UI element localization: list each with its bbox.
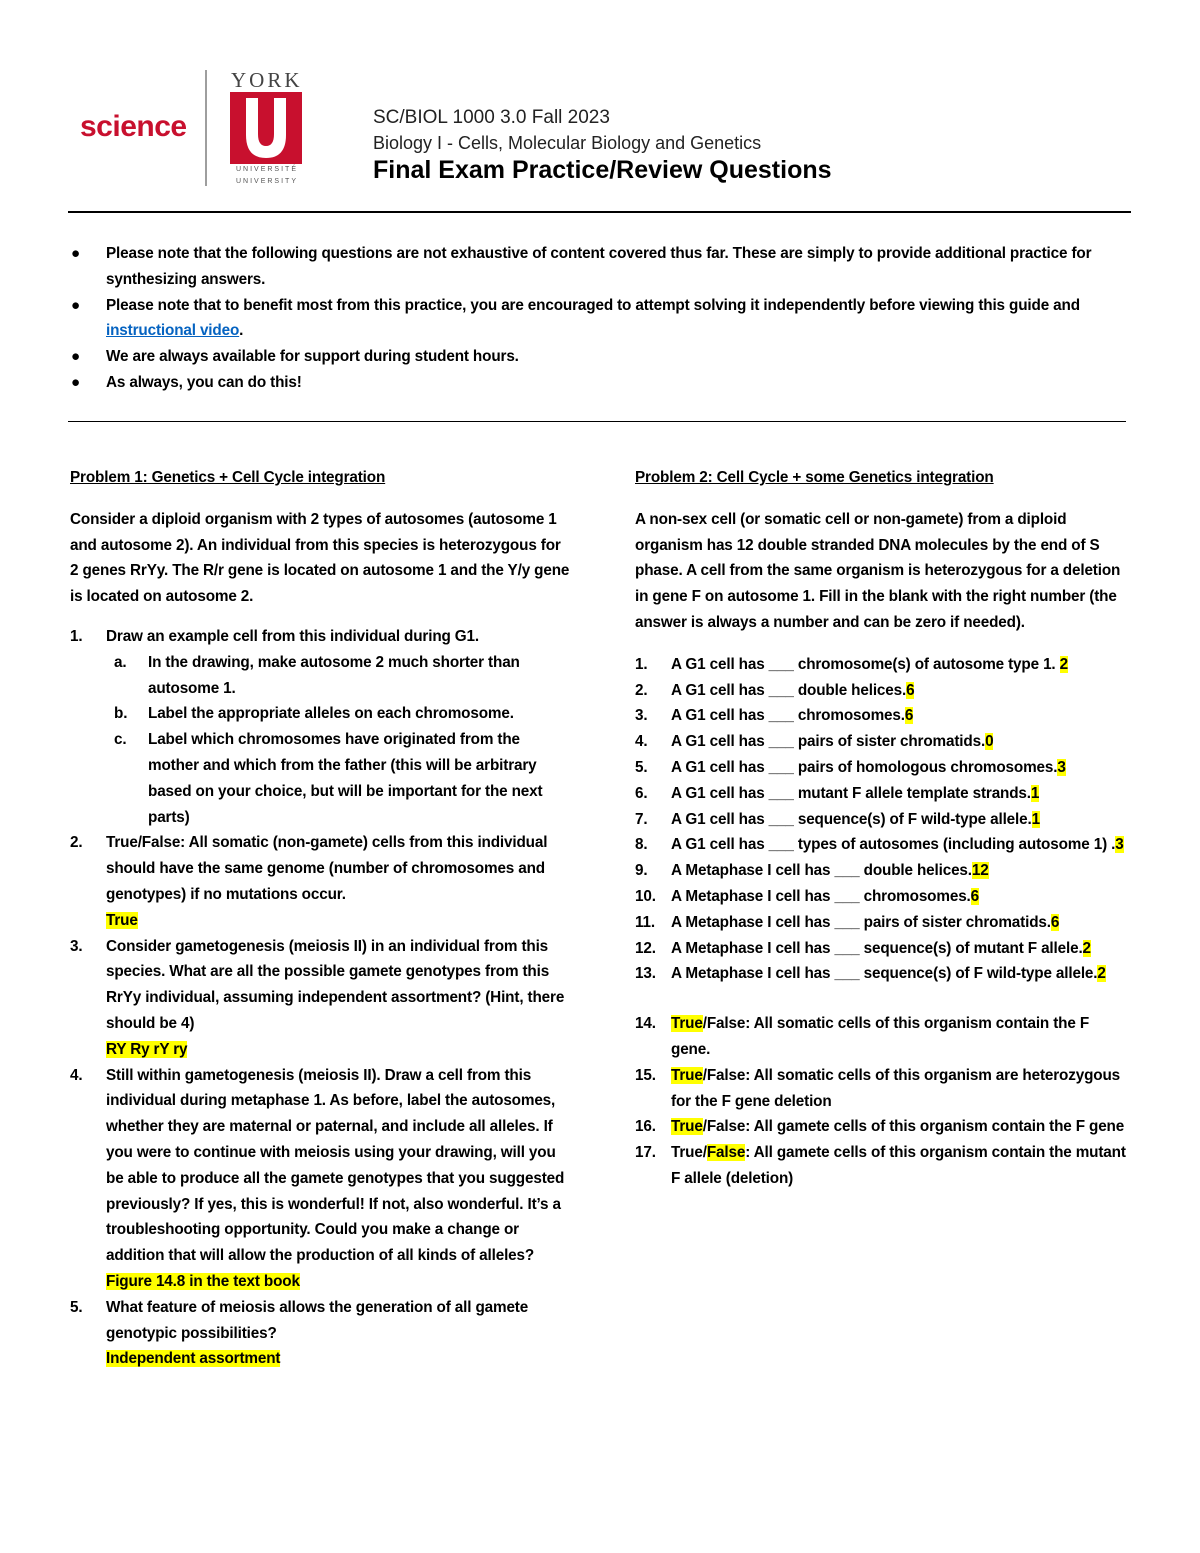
question-item [635, 936, 1130, 962]
note-item: ● We are always available for support during student hours. [68, 344, 1133, 370]
problem-2-true-false [635, 1011, 1130, 1192]
question-number: 9. [635, 862, 648, 880]
question-text: A G1 cell has ___ chromosomes. [671, 707, 905, 725]
answer-highlight: 6 [906, 681, 915, 699]
bullet-dot-icon: ● [71, 245, 81, 262]
question-number: 1. [635, 655, 648, 673]
answer-highlight: True [106, 911, 138, 929]
subpart-item: b. Label the appropriate alleles on each chromosome. [114, 705, 514, 723]
question-number: 6. [635, 784, 648, 802]
question-item [635, 832, 1130, 858]
answer-highlight: Independent assortment [106, 1350, 281, 1368]
problem-2-column [635, 465, 1130, 1192]
question-number: 12. [635, 939, 656, 957]
question-1-subparts [106, 650, 570, 831]
question-text: A Metaphase I cell has ___ double helices. [671, 862, 972, 880]
answer-highlight: RY Ry rY ry [106, 1040, 188, 1058]
problem-1-intro: Consider a diploid organism with 2 types of autosomes (autosome 1 and autosome 2). An individual from this species is heterozygous for 2 genes RrYy. The R/r gene is located on autosome 1 and the Y/y gene is located on autosome 2. [70, 510, 570, 606]
question-item: 5. What feature of meiosis allows the generation of all gamete genotypic possibilities? Independent assortment [70, 1298, 529, 1368]
question-number: 15. [635, 1066, 656, 1084]
question-number: 16. [635, 1118, 656, 1136]
question-item [635, 858, 1130, 884]
answer-highlight: 1 [1030, 784, 1040, 802]
question-number: 2. [635, 681, 648, 699]
problem-2-questions [635, 652, 1130, 987]
answer-highlight: 6 [904, 707, 914, 725]
question-item [635, 703, 1130, 729]
question-number: 17. [635, 1144, 656, 1162]
question-text: : All gamete cells of this organism contain the F gene [745, 1118, 1125, 1136]
question-number: 8. [635, 836, 648, 854]
answer-highlight: Figure 14.8 in the text book [106, 1272, 300, 1290]
answer-highlight: 0 [985, 733, 994, 751]
answer-highlight: True [671, 1118, 703, 1136]
question-item [635, 1011, 1130, 1063]
question-item [635, 1114, 1130, 1140]
question-number: 5. [635, 758, 648, 776]
question-number: 3. [635, 707, 648, 725]
universite-label: UNIVERSITÉ [235, 166, 298, 173]
question-text: : All somatic cells of this organism are heterozygous for the F gene deletion [671, 1066, 1121, 1110]
question-text: A G1 cell has ___ chromosome(s) of autosome type 1. [671, 655, 1060, 673]
question-item: 3. Consider gametogenesis (meiosis II) in an individual from this species. What are all the possible gamete genotypes from this RrYy individual, assuming independent assortment? (Hint, there should be 4) RY Ry rY ry [70, 937, 565, 1058]
question-text: A Metaphase I cell has ___ sequence(s) of mutant F allele. [671, 939, 1083, 957]
question-item [635, 1063, 1130, 1115]
question-number: 7. [635, 810, 648, 828]
answer-highlight: 2 [1082, 939, 1091, 957]
question-text: /False [702, 1066, 746, 1084]
question-number: 10. [635, 887, 656, 905]
question-item [635, 652, 1130, 678]
problem-1-title: Problem 1: Genetics + Cell Cycle integration [70, 469, 386, 486]
answer-highlight: 3 [1115, 836, 1124, 854]
question-item: 4. Still within gametogenesis (meiosis II). Draw a cell from this individual during metaphase 1. As before, label the autosomes, whether they are maternal or paternal, and include all alleles. If you were to continue with meiosis using your drawing, will you be able to produce all the gamete genotypes that you suggested previously? If yes, this is wonderful! If not, also wonderful. It’s a troubleshooting opportunity. Could you make a change or addition that will allow the production of all kinds of alleles? Figure 14.8 in the text book [70, 1066, 565, 1290]
section-rule [68, 421, 1126, 422]
question-item [635, 781, 1130, 807]
answer-highlight: True [671, 1015, 703, 1033]
answer-highlight: 2 [1059, 655, 1068, 673]
question-text: A G1 cell has ___ pairs of sister chromatids. [671, 733, 986, 751]
question-item: 2. True/False: All somatic (non-gamete) cells from this individual should have the same genome (number of chromosomes and genotypes) if no mutations occur. True [70, 834, 548, 929]
question-text: A G1 cell has ___ sequence(s) of F wild-type allele. [671, 810, 1032, 828]
bullet-dot-icon: ● [71, 373, 81, 391]
question-text: A G1 cell has ___ double helices. [671, 681, 907, 699]
answer-highlight: True [671, 1066, 703, 1084]
question-text: A Metaphase I cell has ___ pairs of sister chromatids. [671, 913, 1051, 931]
question-item [635, 961, 1130, 987]
problem-1-column [70, 465, 570, 1372]
question-item [635, 729, 1130, 755]
question-number: 14. [635, 1015, 656, 1033]
question-text: /False [702, 1118, 746, 1136]
course-code: SC/BIOL 1000 3.0 Fall 2023 [373, 107, 610, 128]
header-rule [68, 211, 1131, 213]
problem-1-questions [70, 624, 570, 1372]
bullet-dot-icon: ● [71, 348, 81, 366]
question-item: 1. Draw an example cell from this individual during G1. a. In the drawing, make autosome 2 much shorter than autosome 1. b. Label the appropriate alleles on each chromosome. c. Label which chromosomes have originated from the mother and which from the father (this will be arbitrary based on your choice, but will be important for the next parts) [70, 624, 570, 830]
question-item [635, 807, 1130, 833]
answer-highlight: 3 [1057, 758, 1066, 776]
question-number: 11. [635, 913, 655, 931]
question-text: /False [702, 1015, 746, 1033]
answer-highlight: 6 [970, 887, 980, 905]
question-item [635, 755, 1130, 781]
question-text: A G1 cell has ___ pairs of homologous chromosomes. [671, 758, 1058, 776]
science-logo-text: science [80, 110, 187, 143]
bullet-dot-icon: ● [71, 296, 81, 314]
question-text: : All gamete cells of this organism contain the mutant F allele (deletion) [671, 1144, 1126, 1187]
logo-divider [205, 70, 207, 186]
question-text: A Metaphase I cell has ___ chromosomes. [671, 887, 971, 905]
york-wordmark: YORK [231, 68, 303, 92]
note-item: ● Please note that to benefit most from this practice, you are encouraged to attempt solving it independently before viewing this guide and instructional video. [68, 293, 1133, 345]
question-item [635, 678, 1130, 704]
answer-highlight: 1 [1031, 810, 1040, 828]
answer-highlight: False [706, 1144, 746, 1162]
university-label: UNIVERSITY [235, 178, 298, 185]
question-text: A G1 cell has ___ types of autosomes (including autosome 1) . [671, 836, 1116, 854]
instructional-video-link[interactable]: instructional video [106, 322, 240, 340]
course-name: Biology I - Cells, Molecular Biology and Genetics [373, 133, 762, 153]
problem-2-intro: A non-sex cell (or somatic cell or non-gamete) from a diploid organism has 12 double stranded DNA molecules by the end of S phase. A cell from the same organism is heterozygous for a deletion in gene F on autosome 1. Fill in the blank with the right number (the answer is always a number and can be zero if needed). [635, 510, 1121, 631]
note-item: ● Please note that the following questions are not exhaustive of content covered thus far. These are simply to provide additional practice for synthesizing answers. [68, 241, 1133, 293]
question-number: 4. [635, 733, 648, 751]
question-item [635, 910, 1130, 936]
answer-highlight: 2 [1097, 965, 1106, 983]
york-u-logo-icon [230, 92, 302, 164]
question-text: A G1 cell has ___ mutant F allele template strands. [671, 784, 1031, 802]
answer-highlight: 6 [1050, 913, 1060, 931]
question-text: : All somatic cells of this organism contain the F gene. [671, 1015, 1090, 1058]
subpart-item: a. In the drawing, make autosome 2 much shorter than autosome 1. [114, 653, 520, 697]
note-item: ● As always, you can do this! [68, 370, 1133, 396]
answer-highlight: 12 [971, 862, 989, 880]
page-header [0, 0, 1200, 215]
question-number: 13. [635, 965, 656, 983]
notes-list [68, 241, 1133, 396]
question-item [635, 1140, 1130, 1192]
question-text: A Metaphase I cell has ___ sequence(s) of F wild-type allele. [671, 965, 1098, 983]
problem-2-title: Problem 2: Cell Cycle + some Genetics integration [635, 469, 994, 486]
subpart-item: c. Label which chromosomes have originated from the mother and which from the father (this will be arbitrary based on your choice, but will be important for the next parts) [114, 731, 543, 826]
question-item [635, 884, 1130, 910]
page-title: Final Exam Practice/Review Questions [373, 156, 832, 184]
question-text: True/ [671, 1144, 707, 1162]
